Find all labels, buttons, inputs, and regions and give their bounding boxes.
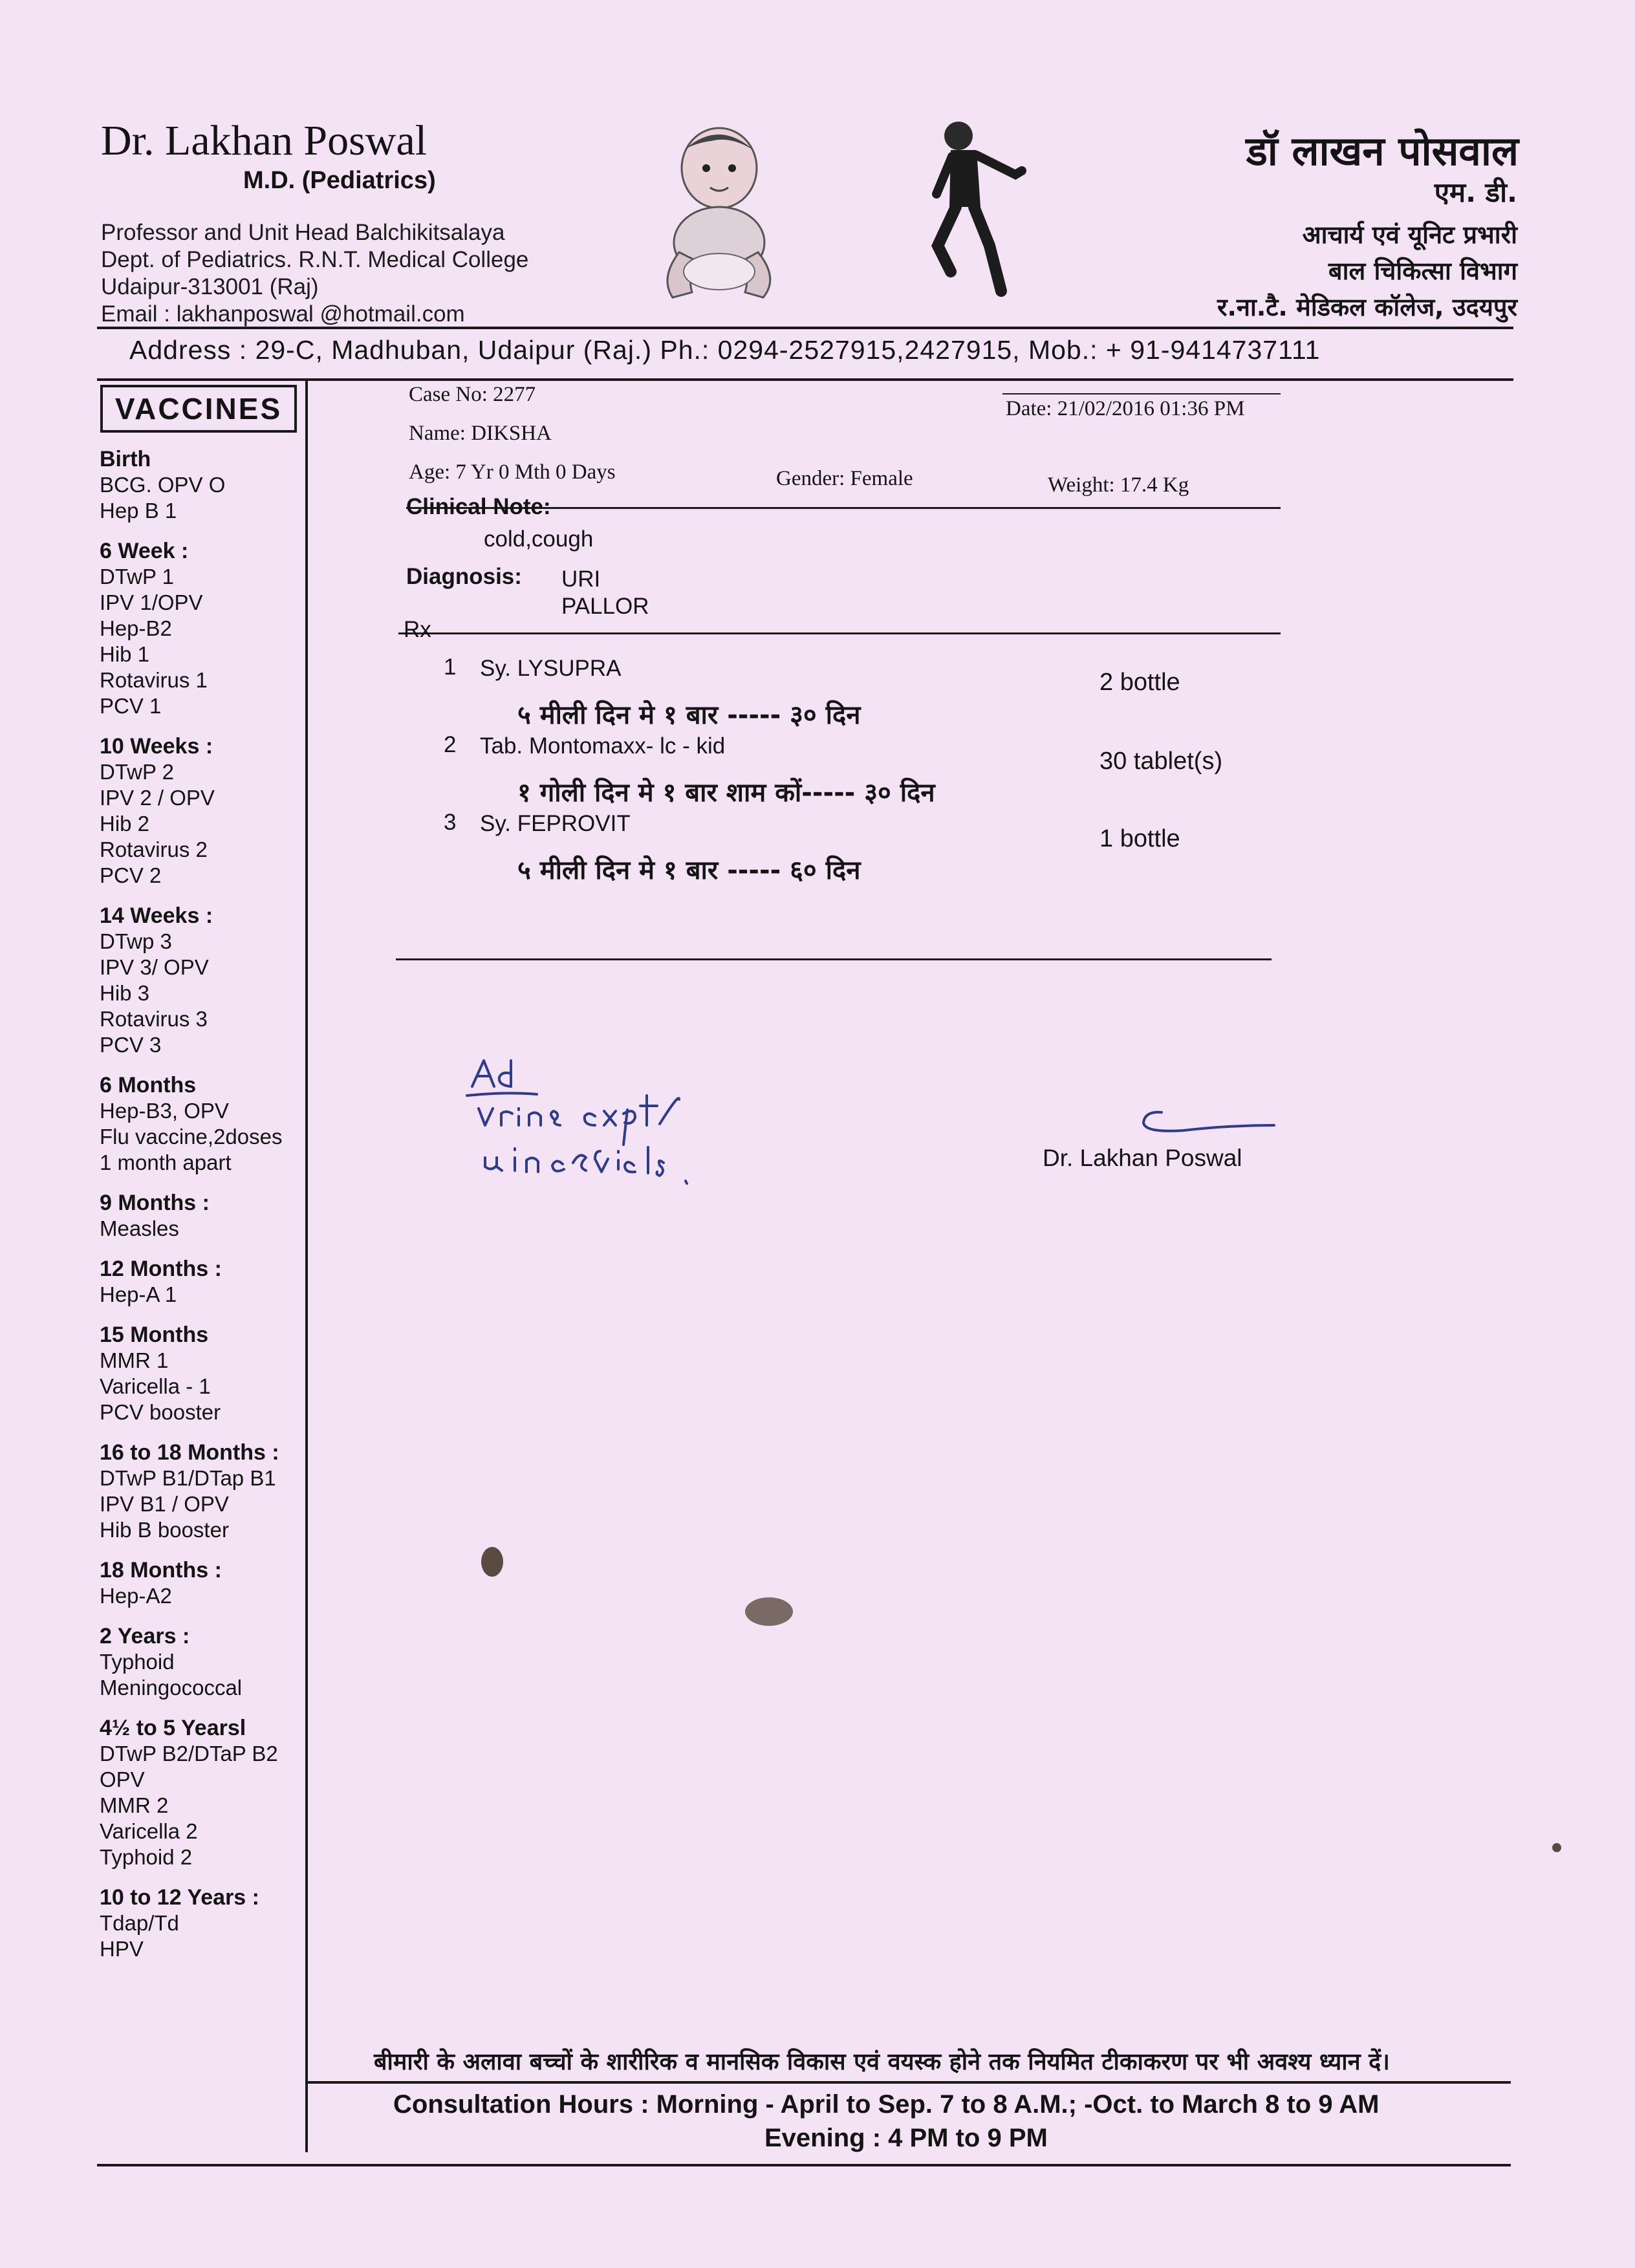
vaccine-group-heading: 18 Months : <box>100 1558 222 1582</box>
vaccine-item: Rotavirus 3 <box>100 1007 208 1031</box>
vaccine-item: Tdap/Td <box>100 1911 179 1935</box>
consultation-hours-line1: Consultation Hours : Morning - April to Sep. 7 to 8 A.M.; -Oct. to March 8 to 9 AM <box>393 2090 1380 2119</box>
vaccine-item: PCV 1 <box>100 694 162 718</box>
case-number: Case No: 2277 <box>409 383 536 406</box>
vaccine-item: BCG. OPV O <box>100 473 226 497</box>
rx-item-2-number: 2 <box>444 732 457 757</box>
vaccine-item: MMR 2 <box>100 1793 169 1817</box>
vaccination-advice: बीमारी के अलावा बच्चों के शारीरिक व मानसिक विकास एवं वयस्क होने तक नियमित टीकाकरण पर भी अवश्य ध्यान दें। <box>374 2049 1390 2075</box>
hi-line-3: र.ना.टै. मेडिकल कॉलेज, उदयपुर <box>1217 293 1517 321</box>
vaccine-group <box>100 1440 307 1543</box>
vaccine-item: Hep-A 1 <box>100 1282 177 1306</box>
vaccine-item: Rotavirus 2 <box>100 837 208 861</box>
vaccine-group-heading: 10 to 12 Years : <box>100 1885 259 1910</box>
vaccine-group <box>100 1256 307 1308</box>
vaccine-schedule-list <box>100 446 307 1976</box>
vaccine-group <box>100 538 307 719</box>
vaccine-item: Typhoid <box>100 1650 175 1674</box>
rx-item-1-drug: Sy. LYSUPRA <box>480 656 622 681</box>
vaccine-group <box>100 1557 307 1609</box>
visit-date: Date: 21/02/2016 01:36 PM <box>1006 397 1245 420</box>
footer-divider-bottom <box>97 2164 1511 2166</box>
vaccine-item: PCV 3 <box>100 1033 162 1057</box>
vaccine-group <box>100 446 307 524</box>
vaccine-item: DTwP 1 <box>100 565 174 589</box>
vaccine-item: Hib B booster <box>100 1518 229 1542</box>
doctor-degree-en: M.D. (Pediatrics) <box>243 167 436 194</box>
vaccine-group-heading: 16 to 18 Months : <box>100 1440 279 1465</box>
diagnosis-value-2: PALLOR <box>561 594 649 619</box>
patient-gender: Gender: Female <box>776 467 913 490</box>
vaccine-group <box>100 1623 307 1701</box>
stain-mark <box>481 1547 503 1577</box>
header-divider-top <box>97 327 1513 329</box>
rx-item-1-number: 1 <box>444 654 457 680</box>
clinical-note-label: Clinical Note: <box>406 494 551 519</box>
diagnosis-divider <box>398 632 1281 634</box>
signature-mark <box>1132 1099 1281 1145</box>
rx-item-1-quantity: 2 bottle <box>1099 669 1180 696</box>
vaccine-item: Hep-A2 <box>100 1584 172 1608</box>
vaccine-item: Varicella - 1 <box>100 1374 211 1398</box>
vaccine-item: DTwP 2 <box>100 760 174 784</box>
prescription-end-divider <box>396 958 1272 960</box>
vaccine-group-heading: Birth <box>100 447 151 471</box>
vaccine-group-heading: 10 Weeks : <box>100 734 213 759</box>
vaccine-item: Typhoid 2 <box>100 1845 193 1869</box>
doctor-degree-hi: एम. डी. <box>1434 177 1517 208</box>
jumping-child-illustration <box>918 116 1035 304</box>
rx-item-3-number: 3 <box>444 810 457 835</box>
consultation-hours-line2: Evening : 4 PM to 9 PM <box>764 2124 1048 2152</box>
email-line: Email : lakhanposwal @hotmail.com <box>101 301 465 327</box>
vaccines-title: VACCINES <box>100 385 297 433</box>
dept-line-3: Udaipur-313001 (Raj) <box>101 274 319 299</box>
vaccine-item: 1 month apart <box>100 1150 232 1174</box>
baby-illustration <box>647 123 789 310</box>
vaccine-item: Rotavirus 1 <box>100 668 208 692</box>
vaccine-item: IPV 2 / OPV <box>100 786 215 810</box>
vaccine-item: Hep B 1 <box>100 499 177 523</box>
hi-line-1: आचार्य एवं यूनिट प्रभारी <box>1302 221 1517 249</box>
rx-item-1-directions: ५ मीली दिन मे १ बार ----- ३० दिन <box>517 700 861 730</box>
vaccine-item: PCV booster <box>100 1400 221 1424</box>
vaccine-group <box>100 1322 307 1425</box>
rx-item-3-quantity: 1 bottle <box>1099 825 1180 852</box>
vaccine-item: DTwp 3 <box>100 929 172 953</box>
vaccine-group-heading: 14 Weeks : <box>100 903 213 928</box>
vaccine-item: HPV <box>100 1937 144 1961</box>
diagnosis-value-1: URI <box>561 567 601 592</box>
vaccine-item: Hib 2 <box>100 812 150 836</box>
diagnosis-label: Diagnosis: <box>406 564 522 589</box>
vaccine-item: Hib 3 <box>100 981 150 1005</box>
vaccine-item: Hep-B3, OPV <box>100 1099 229 1123</box>
vaccine-group-heading: 15 Months <box>100 1323 209 1347</box>
handwritten-note <box>466 1054 828 1209</box>
vaccine-group-heading: 6 Week : <box>100 539 189 563</box>
clinical-note-value: cold,cough <box>484 526 594 552</box>
vaccine-group <box>100 1190 307 1242</box>
rx-item-3-drug: Sy. FEPROVIT <box>480 811 631 836</box>
stain-mark <box>1552 1843 1561 1852</box>
sidebar-divider <box>305 380 308 2152</box>
rx-label: Rx <box>404 617 431 642</box>
vaccine-group <box>100 1715 307 1870</box>
vaccine-group <box>100 1885 307 1962</box>
vaccine-item: MMR 1 <box>100 1348 169 1372</box>
vaccine-item: DTwP B2/DTaP B2 <box>100 1742 278 1766</box>
vaccine-item: Measles <box>100 1216 179 1240</box>
vaccine-group-heading: 9 Months : <box>100 1191 210 1215</box>
vaccine-item: Flu vaccine,2doses <box>100 1125 283 1149</box>
doctor-name-en: Dr. Lakhan Poswal <box>101 117 428 164</box>
vaccine-item: PCV 2 <box>100 863 162 887</box>
patient-weight: Weight: 17.4 Kg <box>1048 473 1189 497</box>
header-divider-bottom <box>97 378 1513 381</box>
vaccine-item: Meningococcal <box>100 1676 243 1700</box>
vaccine-group-heading: 2 Years : <box>100 1624 190 1648</box>
patient-age: Age: 7 Yr 0 Mth 0 Days <box>409 460 616 484</box>
rx-item-2-quantity: 30 tablet(s) <box>1099 748 1223 775</box>
dept-line-1: Professor and Unit Head Balchikitsalaya <box>101 220 505 245</box>
vaccine-group-heading: 4½ to 5 Yearsl <box>100 1716 246 1740</box>
rx-item-2-drug: Tab. Montomaxx- lc - kid <box>480 733 726 759</box>
doctor-name-hi: डॉ लाखन पोसवाल <box>1246 127 1519 175</box>
vaccine-item: OPV <box>100 1767 145 1791</box>
vaccine-group-heading: 12 Months : <box>100 1257 222 1281</box>
vaccine-item: IPV 3/ OPV <box>100 955 209 979</box>
vaccine-item: IPV 1/OPV <box>100 590 203 614</box>
hi-line-2: बाल चिकित्सा विभाग <box>1328 257 1517 285</box>
rx-item-3-directions: ५ मीली दिन मे १ बार ----- ६० दिन <box>517 856 861 885</box>
address-line: Address : 29-C, Madhuban, Udaipur (Raj.) Ph.: 0294-2527915,2427915, Mob.: + 91-9414737111 <box>129 335 1321 365</box>
stain-mark <box>745 1597 793 1626</box>
vaccine-item: Hep-B2 <box>100 616 172 640</box>
signature-name: Dr. Lakhan Poswal <box>1043 1145 1242 1171</box>
vaccine-item: IPV B1 / OPV <box>100 1492 229 1516</box>
dept-line-2: Dept. of Pediatrics. R.N.T. Medical College <box>101 247 529 272</box>
vaccine-item: Hib 1 <box>100 642 150 666</box>
vaccine-group <box>100 903 307 1058</box>
vaccine-group <box>100 733 307 889</box>
vaccine-item: Varicella 2 <box>100 1819 198 1843</box>
date-rule <box>1002 393 1281 394</box>
patient-name: Name: DIKSHA <box>409 422 552 445</box>
footer-divider-top <box>308 2081 1511 2084</box>
vaccine-group-heading: 6 Months <box>100 1073 197 1097</box>
vaccine-group <box>100 1072 307 1176</box>
vaccine-item: DTwP B1/DTap B1 <box>100 1466 276 1490</box>
rx-item-2-directions: १ गोली दिन मे १ बार शाम कों----- ३० दिन <box>517 778 935 808</box>
